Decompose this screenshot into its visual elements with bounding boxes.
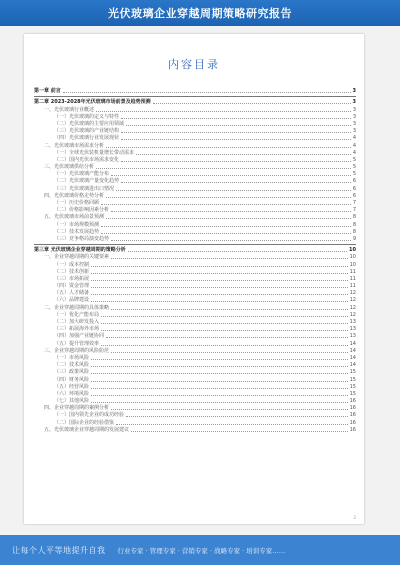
toc-subsection-entry[interactable] (34, 221, 356, 228)
toc-entry-page: 4 (352, 149, 356, 156)
toc-entry-page: 12 (349, 290, 356, 297)
footer-bar (0, 535, 400, 565)
toc-entry-title: （二）光伏玻璃产量变化趋势 (54, 178, 120, 185)
toc-leader-dots (153, 102, 351, 104)
toc-chapter-entry[interactable] (34, 88, 356, 95)
toc-section-entry[interactable] (34, 348, 356, 355)
toc-entry-title: （三）拓展海外市场 (54, 326, 100, 333)
toc-leader-dots (111, 351, 348, 353)
toc-entry-page: 6 (352, 178, 356, 185)
toc-entry-title: （五）经营风险 (54, 383, 90, 390)
toc-entry-page: 12 (349, 311, 356, 318)
toc-leader-dots (91, 358, 348, 360)
toc-entry-page: 3 (352, 113, 356, 120)
toc-subsection-entry[interactable] (34, 369, 356, 376)
toc-entry-title: （二）加大研发投入 (54, 319, 100, 325)
toc-entry-page: 14 (349, 347, 356, 354)
toc-leader-dots (128, 250, 347, 252)
toc-entry-page: 9 (352, 235, 356, 242)
toc-subsection-entry[interactable] (34, 398, 356, 405)
toc-leader-dots (126, 415, 348, 417)
toc-subsection-entry[interactable] (34, 261, 356, 268)
toc-entry-title: （四）财务风险 (54, 376, 90, 383)
toc-leader-dots (91, 279, 348, 281)
toc-entry-title: （一）国内领先企业的成功经验 (54, 412, 125, 419)
toc-entry-title: 第一章 前言 (34, 88, 61, 95)
toc-entry-title: 二、光伏玻璃市场需求分析 (44, 142, 105, 149)
toc-subsection-entry[interactable] (34, 297, 356, 304)
page-number: 2 (353, 515, 356, 520)
toc-entry-page: 11 (349, 275, 356, 282)
toc-leader-dots (121, 131, 351, 133)
toc-leader-dots (91, 293, 348, 295)
toc-entry-page: 15 (349, 390, 356, 397)
toc-leader-dots (111, 308, 348, 310)
toc-entry-page: 8 (352, 214, 356, 221)
toc-subsection-entry[interactable] (34, 376, 356, 383)
toc-subsection-entry[interactable] (34, 319, 356, 326)
toc-subsection-entry[interactable] (34, 185, 356, 192)
toc-entry-page: 3 (352, 120, 356, 127)
toc-subsection-entry[interactable] (34, 135, 356, 142)
toc-leader-dots (101, 344, 348, 346)
toc-entry-title: （五）人才储备 (54, 290, 90, 297)
toc-entry-page: 14 (349, 354, 356, 361)
toc-leader-dots (96, 167, 351, 169)
toc-entry-page: 5 (352, 156, 356, 163)
toc-entry-title: 一、企业穿越周期的关键要素 (44, 254, 110, 261)
toc-leader-dots (116, 423, 348, 425)
document-page (24, 34, 364, 524)
toc-section-entry[interactable] (34, 164, 356, 171)
header-bar (0, 0, 400, 26)
toc-entry-page: 6 (352, 192, 356, 199)
toc-entry-page: 10 (349, 254, 356, 261)
toc-entry-title: 第二章 2023-2028年光伏玻璃市场前景及趋势预测 (34, 99, 151, 106)
toc-leader-dots (106, 196, 351, 198)
toc-leader-dots (106, 217, 351, 219)
toc-section-entry[interactable] (34, 254, 356, 261)
toc-leader-dots (111, 239, 351, 241)
toc-entry-title: （一）成本控制 (54, 261, 90, 268)
toc-entry-title: （七）其他风险 (54, 398, 90, 405)
toc-entry-title: 五、光伏玻璃企业穿越周期的发展建议 (44, 426, 130, 433)
toc-leader-dots (101, 232, 351, 234)
toc-entry-page: 13 (349, 326, 356, 333)
toc-leader-dots (91, 401, 348, 403)
toc-entry-title: （二）光伏玻璃的主要应用领域 (54, 120, 125, 127)
toc-subsection-entry[interactable] (34, 355, 356, 362)
toc-section-entry[interactable] (34, 214, 356, 221)
toc-subsection-entry[interactable] (34, 114, 356, 121)
toc-entry-title: （二）技术发展趋势 (54, 228, 100, 235)
toc-entry-page: 15 (349, 376, 356, 383)
toc-subsection-entry[interactable] (34, 150, 356, 157)
report-title: 光伏玻璃企业穿越周期策略研究报告 (108, 7, 292, 20)
toc-entry-title: （四）资金管理 (54, 283, 90, 290)
toc-entry-title: （六）品牌建设 (54, 297, 90, 304)
toc-entry-title: 三、企业穿越周期的风险防范 (44, 347, 110, 354)
toc-entry-page: 10 (349, 261, 356, 268)
toc-leader-dots (111, 408, 348, 410)
table-of-contents (34, 88, 356, 434)
toc-leader-dots (136, 153, 351, 155)
toc-leader-dots (116, 189, 351, 191)
footer-slogan: 让每个人平等地提升自我 (12, 545, 106, 555)
toc-leader-dots (101, 329, 348, 331)
toc-subsection-entry[interactable] (34, 229, 356, 236)
toc-subsection-entry[interactable] (34, 283, 356, 290)
toc-subsection-entry[interactable] (34, 312, 356, 319)
toc-entry-title: （一）市场风险 (54, 354, 90, 361)
toc-entry-title: （二）国内光伏市场需求变化 (54, 156, 120, 163)
toc-entry-page: 3 (352, 106, 356, 113)
toc-entry-page: 4 (352, 142, 356, 149)
toc-entry-page: 6 (352, 185, 356, 192)
toc-subsection-entry[interactable] (34, 419, 356, 426)
toc-entry-title: （一）市场规模预测 (54, 221, 100, 228)
toc-subsection-entry[interactable] (34, 384, 356, 391)
toc-subsection-entry[interactable] (34, 340, 356, 347)
toc-entry-title: （六）环境风险 (54, 390, 90, 397)
toc-subsection-entry[interactable] (34, 276, 356, 283)
toc-leader-dots (91, 300, 348, 302)
toc-leader-dots (101, 203, 351, 205)
toc-entry-title: （三）市场拓展 (54, 275, 90, 282)
toc-entry-page: 13 (349, 319, 356, 325)
toc-leader-dots (126, 124, 351, 126)
toc-leader-dots (91, 265, 348, 267)
toc-entry-title: （五）提升管理效率 (54, 340, 100, 347)
toc-leader-dots (121, 181, 351, 183)
toc-entry-page: 15 (349, 383, 356, 390)
toc-leader-dots (121, 138, 351, 140)
toc-entry-title: （一）光伏玻璃产能分布 (54, 171, 110, 178)
toc-entry-title: （一）优化产能布局 (54, 311, 100, 318)
toc-entry-title: （四）加强产业链协同 (54, 333, 105, 340)
chapter-divider (34, 96, 356, 97)
toc-entry-title: （三）政策风险 (54, 369, 90, 376)
toc-entry-page: 11 (349, 283, 356, 290)
toc-leader-dots (121, 117, 351, 119)
toc-entry-title: （三）光伏玻璃进出口情况 (54, 185, 115, 192)
toc-entry-page: 14 (349, 362, 356, 369)
toc-entry-page: 12 (349, 297, 356, 304)
toc-entry-page: 8 (352, 228, 356, 235)
toc-entry-page: 4 (352, 135, 356, 142)
toc-entry-page: 8 (352, 221, 356, 228)
toc-entry-page: 3 (352, 88, 356, 95)
toc-subsection-entry[interactable] (34, 200, 356, 207)
toc-leader-dots (106, 146, 351, 148)
toc-entry-title: （二）价格影响因素分析 (54, 207, 110, 214)
toc-subsection-entry[interactable] (34, 236, 356, 243)
toc-entry-page: 7 (352, 200, 356, 206)
toc-section-entry[interactable] (34, 304, 356, 311)
toc-entry-title: 三、光伏玻璃供给分析 (44, 164, 95, 171)
toc-leader-dots (111, 257, 348, 259)
toc-entry-title: 一、光伏玻璃行业概述 (44, 106, 95, 113)
toc-entry-page: 3 (352, 99, 356, 106)
toc-subsection-entry[interactable] (34, 121, 356, 128)
toc-entry-page: 13 (349, 333, 356, 340)
toc-leader-dots (111, 174, 351, 176)
toc-entry-title: （二）国际企业的经验借鉴 (54, 419, 115, 426)
toc-entry-page: 14 (349, 340, 356, 347)
toc-entry-title: 第三章 光伏玻璃企业穿越周期的策略分析 (34, 247, 126, 254)
toc-leader-dots (91, 380, 348, 382)
toc-entry-title: （三）竞争格局演变趋势 (54, 235, 110, 242)
toc-leader-dots (91, 394, 348, 396)
toc-entry-title: （三）光伏玻璃的产业链结构 (54, 128, 120, 135)
toc-leader-dots (101, 315, 348, 317)
toc-entry-page: 16 (349, 398, 356, 405)
toc-entry-page: 16 (349, 426, 356, 433)
toc-leader-dots (91, 286, 348, 288)
toc-entry-page: 16 (349, 405, 356, 412)
toc-entry-title: （二）技术风险 (54, 362, 90, 369)
toc-leader-dots (91, 272, 348, 274)
toc-entry-title: （一）全球光伏装机量增长带动需求 (54, 149, 135, 156)
toc-entry-title: 四、企业穿越周期的案例分析 (44, 405, 110, 412)
toc-entry-page: 16 (349, 412, 356, 419)
chapter-divider (34, 244, 356, 245)
toc-entry-title: 五、光伏玻璃市场前景预测 (44, 214, 105, 221)
toc-subsection-entry[interactable] (34, 178, 356, 185)
toc-subsection-entry[interactable] (34, 412, 356, 419)
toc-entry-page: 16 (349, 419, 356, 426)
toc-leader-dots (91, 387, 348, 389)
toc-entry-title: （二）技术创新 (54, 268, 90, 275)
toc-entry-page: 3 (352, 128, 356, 135)
toc-leader-dots (101, 225, 351, 227)
toc-leader-dots (121, 160, 351, 162)
toc-entry-title: 四、光伏玻璃价格走势分析 (44, 192, 105, 199)
toc-section-entry[interactable] (34, 142, 356, 149)
toc-entry-page: 7 (352, 207, 356, 214)
toc-section-entry[interactable] (34, 193, 356, 200)
toc-subsection-entry[interactable] (34, 333, 356, 340)
toc-entry-page: 12 (349, 304, 356, 311)
toc-heading: 内容目录 (168, 58, 220, 71)
toc-entry-page: 10 (349, 247, 356, 254)
toc-leader-dots (96, 110, 351, 112)
toc-entry-page: 5 (352, 171, 356, 178)
toc-leader-dots (106, 336, 348, 338)
toc-leader-dots (131, 430, 348, 432)
toc-leader-dots (111, 210, 351, 212)
toc-entry-page: 15 (349, 369, 356, 376)
toc-leader-dots (63, 91, 351, 93)
toc-subsection-entry[interactable] (34, 269, 356, 276)
toc-leader-dots (91, 372, 348, 374)
footer-tags: 行业专家 · 管理专家 · 营销专家 · 战略专家 · 培训专家…… (117, 546, 286, 555)
toc-leader-dots (101, 322, 348, 324)
toc-chapter-entry[interactable] (34, 99, 356, 106)
toc-section-entry[interactable] (34, 427, 356, 434)
toc-entry-title: （一）光伏玻璃的定义与特性 (54, 113, 120, 120)
toc-entry-page: 5 (352, 164, 356, 171)
toc-entry-title: （一）历史价格回顾 (54, 200, 100, 206)
toc-entry-title: （四）光伏玻璃行业发展现状 (54, 135, 120, 142)
toc-leader-dots (91, 365, 348, 367)
toc-subsection-entry[interactable] (34, 391, 356, 398)
toc-subsection-entry[interactable] (34, 157, 356, 164)
toc-entry-page: 11 (349, 268, 356, 275)
toc-entry-title: 二、企业穿越周期的具体策略 (44, 304, 110, 311)
toc-section-entry[interactable] (34, 106, 356, 113)
